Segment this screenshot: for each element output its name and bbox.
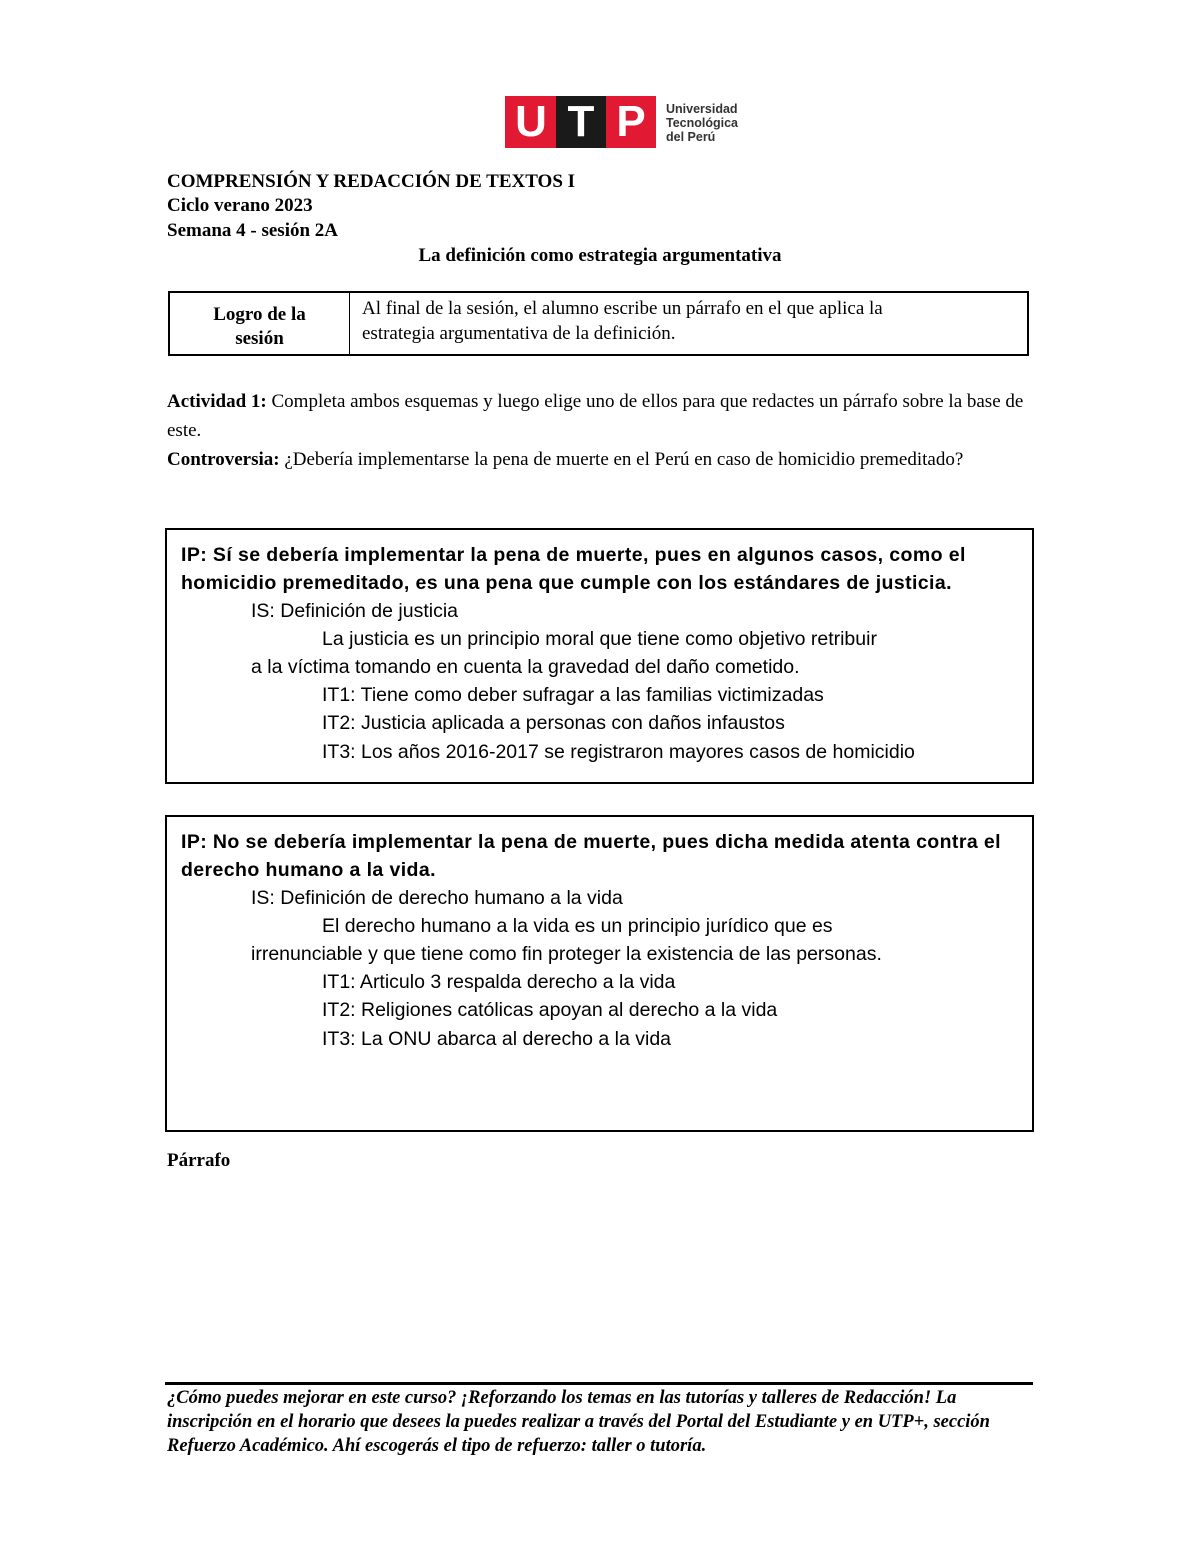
footer-divider xyxy=(165,1382,1033,1385)
controversy-text: ¿Debería implementarse la pena de muerte en el Perú en caso de homicidio premeditado? xyxy=(279,449,964,470)
logo-name-line-2: Tecnológica xyxy=(666,116,739,130)
goal-text-line-2: estrategia argumentativa de la definición. xyxy=(362,323,676,344)
scheme-2-tertiary-idea-3: IT3: La ONU abarca al derecho a la vida xyxy=(322,1028,672,1050)
scheme-2-main-idea: IP: No se debería implementar la pena de muerte, pues dicha medida atenta contra el derecho humano a la vida. xyxy=(181,831,1001,881)
course-title: COMPRENSIÓN Y REDACCIÓN DE TEXTOS I xyxy=(167,171,576,192)
scheme-1-secondary-idea: IS: Definición de justicia xyxy=(251,600,459,622)
scheme-2-definition-line-2: irrenunciable y que tiene como fin proteger la existencia de las personas. xyxy=(251,943,882,965)
activity-instructions xyxy=(167,387,1037,445)
goal-text-line-1: Al final de la sesión, el alumno escribe un párrafo en el que aplica la xyxy=(362,298,883,319)
scheme-box-2 xyxy=(165,815,1034,1132)
scheme-box-1 xyxy=(165,528,1034,784)
session-goal-table xyxy=(168,291,1029,356)
logo-letter-t: T xyxy=(556,96,606,148)
logo-letter-u: U xyxy=(515,97,547,146)
goal-label-line-2: sesión xyxy=(235,328,284,349)
logo-name-line-3: del Perú xyxy=(666,130,716,144)
utp-logo xyxy=(505,96,745,148)
scheme-1-tertiary-idea-2: IT2: Justicia aplicada a personas con daños infaustos xyxy=(322,712,785,734)
scheme-1-tertiary-idea-1: IT1: Tiene como deber sufragar a las familias victimizadas xyxy=(322,684,824,706)
goal-label-line-1: Logro de la xyxy=(213,304,306,325)
footer-note: ¿Cómo puedes mejorar en este curso? ¡Reforzando los temas en las tutorías y talleres de Redacción! La inscripción en el horario que desees la puedes realizar a través del Portal del Estudiante y en UTP+, sección Refuerzo Académico. Ahí escogerás el tipo de refuerzo: taller o tutoría. xyxy=(167,1388,990,1456)
scheme-2-tertiary-idea-1: IT1: Articulo 3 respalda derecho a la vida xyxy=(322,971,676,993)
paragraph-label: Párrafo xyxy=(167,1150,231,1171)
activity-label: Actividad 1: xyxy=(167,391,267,412)
logo-university-name xyxy=(666,102,738,144)
logo-letter-p: P xyxy=(616,97,646,146)
scheme-2-tertiary-idea-2: IT2: Religiones católicas apoyan al derecho a la vida xyxy=(322,999,778,1021)
scheme-1-tertiary-idea-3: IT3: Los años 2016-2017 se registraron mayores casos de homicidio xyxy=(322,741,915,763)
goal-text-cell xyxy=(362,296,1002,346)
logo-name-line-1: Universidad xyxy=(666,102,738,116)
week-session-label: Semana 4 - sesión 2A xyxy=(167,220,339,241)
scheme-1-definition-line-2: a la víctima tomando en cuenta la gravedad del daño cometido. xyxy=(251,656,800,678)
controversy-label: Controversia: xyxy=(167,449,280,470)
topic-title: La definición como estrategia argumentativa xyxy=(418,245,782,266)
controversy xyxy=(167,445,1037,474)
scheme-1-main-idea: IP: Sí se debería implementar la pena de muerte, pues en algunos casos, como el homicidio premeditado, es una pena que cumple con los estándares de justicia. xyxy=(181,544,966,594)
scheme-2-secondary-idea: IS: Definición de derecho humano a la vida xyxy=(251,887,623,909)
activity-text: Completa ambos esquemas y luego elige uno de ellos para que redactes un párrafo sobre la base de este. xyxy=(167,391,1024,441)
cycle-label: Ciclo verano 2023 xyxy=(167,195,313,216)
scheme-1-definition-line-1: La justicia es un principio moral que tiene como objetivo retribuir xyxy=(322,628,877,650)
scheme-2-definition-line-1: El derecho humano a la vida es un principio jurídico que es xyxy=(322,915,833,937)
goal-label-cell xyxy=(170,293,350,354)
